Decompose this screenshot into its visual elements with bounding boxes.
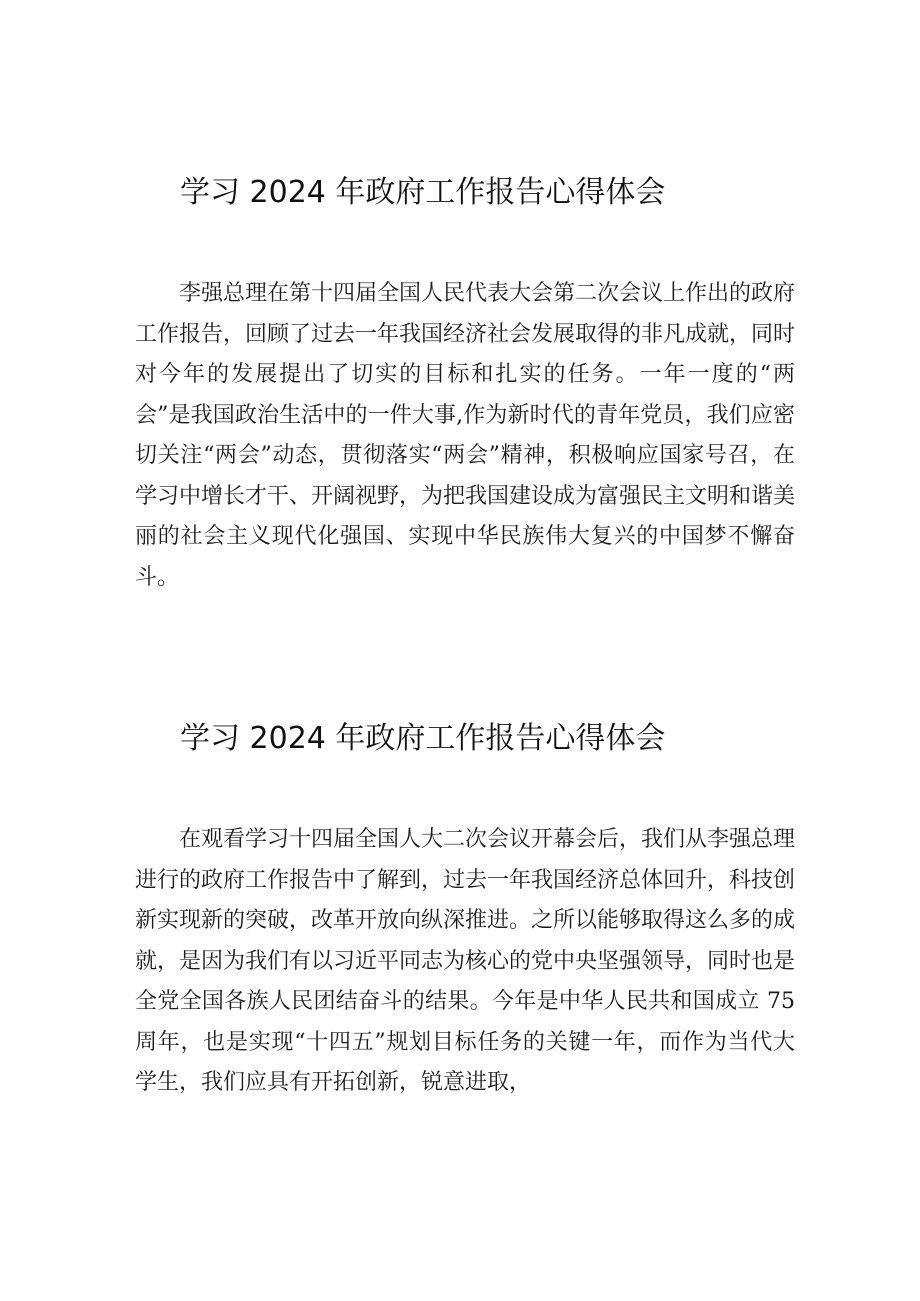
- essay-section-2: [0, 714, 920, 1104]
- essay-paragraph-2: 在观看学习十四届全国人大二次会议开幕会后，我们从李强总理进行的政府工作报告中了解到，过去一年我国经济总体回升，科技创新实现新的突破，改革开放向纵深推进。之所以能够取得这么多的成就，是因为我们有以习近平同志为核心的党中央坚强领导，同时也是全党全国各族人民团结奋斗的结果。今年是中华人民共和国成立 75 周年，也是实现“十四五”规划目标任务的关键一年，而作为当代大学生，我们应具有开拓创新，锐意进取，: [135, 827, 796, 1095]
- essay-title-2: 学习 2024 年政府工作报告心得体会: [180, 721, 666, 756]
- essay-section-1: [0, 168, 920, 598]
- essay-title-1: 学习 2024 年政府工作报告心得体会: [180, 175, 666, 210]
- essay-paragraph-1: 李强总理在第十四届全国人民代表大会第二次会议上作出的政府工作报告，回顾了过去一年我国经济社会发展取得的非凡成就，同时对今年的发展提出了切实的目标和扎实的任务。一年一度的“两会”是我国政治生活中的一件大事,作为新时代的青年党员，我们应密切关注“两会”动态，贯彻落实“两会”精神，积极响应国家号召，在学习中增长才干、开阔视野，为把我国建设成为富强民主文明和谐美丽的社会主义现代化强国、实现中华民族伟大复兴的中国梦不懈奋斗。: [135, 281, 796, 590]
